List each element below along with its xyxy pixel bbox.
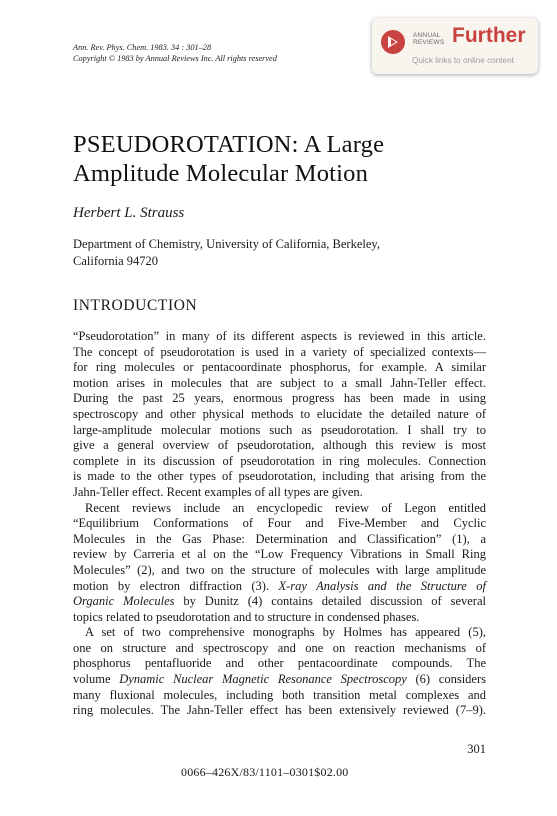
text-line (73, 579, 486, 595)
text-line: complete in its discussion of pseudorotation in ring molecules. Connection (73, 453, 486, 468)
annual-reviews-further-badge[interactable] (372, 18, 538, 74)
text-line: is made to the other types of pseudorotation, including that arising from the (73, 469, 486, 484)
author-name: Herbert L. Strauss (73, 205, 185, 221)
text-line: Molecules” (2), and two on the structure of molecules with large amplitude (73, 562, 486, 577)
text-run: volume (73, 672, 120, 687)
citation-line-2: Copyright © 1983 by Annual Reviews Inc. All rights reserved (73, 54, 277, 63)
body-text (73, 329, 486, 719)
text-run: by Dunitz (4) contains detailed discussion of several (174, 594, 486, 609)
text-line: motion arises in molecules that are subject to a small Jahn-Teller effect. (73, 375, 486, 390)
text-line: The concept of pseudorotation is used in a variety of specialized contexts— (73, 344, 486, 359)
text-run: motion by electron diffraction (3). (73, 578, 279, 593)
text-line: Recent reviews include an encyclopedic review of Legon entitled (85, 500, 486, 515)
annual-reviews-logo-icon (381, 30, 405, 54)
text-line: Jahn-Teller effect. Recent examples of all types are given. (73, 484, 363, 499)
badge-small-line-2: REVIEWS (413, 39, 445, 46)
badge-further-label: Further (452, 24, 526, 47)
title-line-2: Amplitude Molecular Motion (73, 160, 369, 187)
text-line: review by Carreria et al on the “Low Frequency Vibrations in Small Ring (73, 547, 486, 562)
article-code: 0066–426X/83/1101–0301$02.00 (181, 765, 349, 779)
text-line: large-amplitude molecular motions such as pseudorotation. I shall try to (73, 422, 486, 437)
text-line: topics related to pseudorotation and to structure in condensed phases. (73, 609, 420, 624)
title-line-1: PSEUDOROTATION: A Large (73, 131, 385, 158)
affiliation-line-2: California 94720 (73, 254, 159, 268)
text-line: give a general overview of pseudorotation, although this review is most (73, 438, 486, 453)
text-line: Molecules in the Gas Phase: Determination and Classification” (1), a (73, 531, 486, 546)
citation-line-1: Ann. Rev. Phys. Chem. 1983. 34 : 301–28 (73, 43, 212, 52)
text-line: spectroscopy and other physical methods to elucidate the detailed nature of (73, 406, 486, 421)
text-line: During the past 25 years, enormous progress has been made in using (73, 391, 486, 406)
text-line: “Equilibrium Conformations of Four and Five-Member and Cyclic (73, 516, 486, 531)
book-title: Dynamic Nuclear Magnetic Resonance Spectroscopy (119, 672, 407, 687)
section-heading: INTRODUCTION (73, 297, 198, 314)
book-title: Organic Molecules (73, 594, 175, 609)
text-line: phosphorus pentafluoride and other pentacoordinate compounds. The (73, 656, 486, 671)
book-title: X-ray Analysis and the Structure of (278, 578, 486, 593)
text-line: for ring molecules or pentacoordinate phosphorus, for example. A similar (73, 360, 486, 375)
text-line (73, 594, 486, 610)
badge-small-line-1: ANNUAL (413, 32, 441, 39)
text-line: ring molecules. The Jahn-Teller effect has been extensively reviewed (7–9). (73, 703, 486, 718)
text-line: one on structure and spectroscopy and one on reaction mechanisms of (73, 640, 486, 655)
affiliation-line-1: Department of Chemistry, University of California, Berkeley, (73, 237, 380, 251)
text-line (73, 672, 486, 688)
text-line: many fluxional molecules, including both transition metal complexes and (73, 687, 486, 702)
text-run: (6) considers (406, 672, 486, 687)
text-line: “Pseudorotation” in many of its different aspects is reviewed in this article. (73, 329, 486, 343)
author-affiliation (73, 236, 380, 270)
journal-citation (73, 42, 277, 64)
article-title (73, 130, 384, 188)
page-number: 301 (467, 742, 486, 756)
badge-subtitle: Quick links to online content (412, 56, 514, 65)
text-line: A set of two comprehensive monographs by Holmes has appeared (5), (85, 625, 486, 640)
badge-publisher-label (413, 32, 444, 46)
